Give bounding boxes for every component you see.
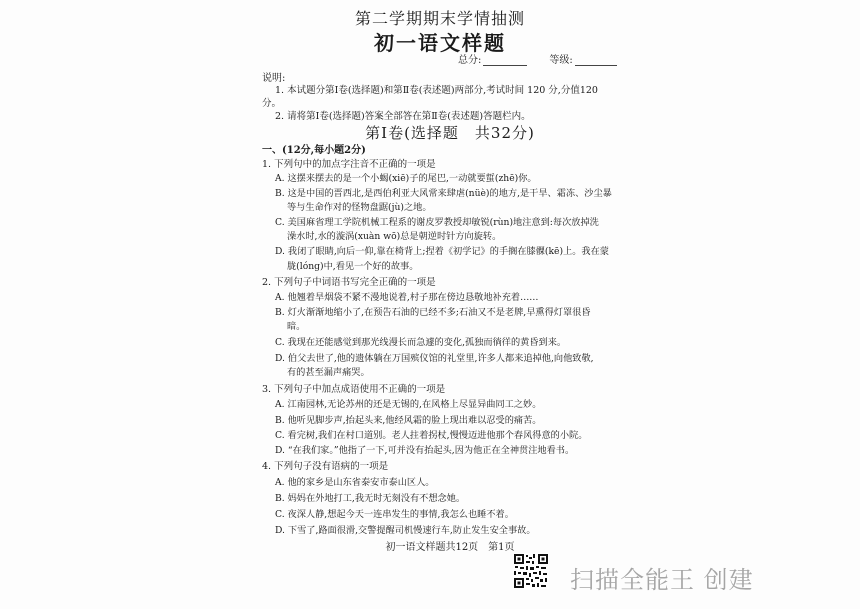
question-stem: 2. 下列句子中词语书写完全正确的一项是 — [262, 277, 436, 288]
qr-code-icon — [513, 553, 549, 589]
question-stem: 4. 下列句子没有语病的一项是 — [262, 461, 389, 472]
question-option: B. 妈妈在外地打工,我无时无刻没有不想念她。 — [275, 493, 466, 504]
grade-blank — [575, 65, 617, 66]
question-option: 暗。 — [287, 321, 306, 332]
scanner-watermark: 扫描全能王 创建 — [570, 566, 754, 594]
question-stem: 1. 下列句中的加点字注音不正确的一项是 — [262, 159, 436, 170]
question-option: B. 这是中国的晋西北,是西伯利亚大风常来肆虐(nüè)的地方,是干旱、霜冻、沙尘暴 — [275, 188, 612, 199]
question-option: A. 江南园林,无论苏州的还是无锡的,在风格上尽显异曲同工之妙。 — [275, 399, 542, 410]
grade-label: 等级: — [549, 55, 573, 66]
instruction-line: 2. 请将第Ⅰ卷(选择题)答案全部答在第Ⅱ卷(表述题)答题栏内。 — [275, 111, 531, 122]
question-option: 澡水时,水的漩涡(xuàn wō)总是朝逆时针方向旋转。 — [287, 231, 502, 242]
question-option: A. 他的家乡是山东省泰安市泰山区人。 — [275, 477, 435, 488]
question-option: B. 灯火渐渐地缩小了,在预告石油的已经不多;石油又不是老牌,早熏得灯罩很昏 — [275, 307, 591, 318]
instructions-title: 说明: — [262, 73, 286, 84]
question-option: D. 伯父去世了,他的遗体躺在万国殡仪馆的礼堂里,许多人都来追掉他,向他致敬, — [275, 353, 594, 364]
exam-subtitle: 第二学期期末学情抽测 — [354, 9, 525, 28]
total-score-label: 总分: — [458, 55, 482, 66]
question-option: 胧(lóng)中,看见一个好的故事。 — [287, 261, 419, 272]
question-option: D. “在我们家。”他指了一下,可并没有抬起头,因为他正在全神贯注地看书。 — [275, 445, 575, 456]
question-option: 等与生命作对的怪物盘踞(jù)之地。 — [287, 202, 432, 213]
question-option: C. 看完树,我们在村口道别。老人拄着拐杖,慢慢迈进他那个春风得意的小院。 — [275, 430, 588, 441]
question-option: D. 我闭了眼睛,向后一仰,靠在椅背上;捏着《初学记》的手搁在膝髁(kē)上。我在蒙 — [275, 246, 609, 257]
question-option: D. 下雪了,路面很滑,交警提醒司机慢速行车,防止发生安全事故。 — [275, 525, 536, 536]
question-option: 有的甚至漏声痛哭。 — [287, 367, 370, 378]
instruction-line: 分。 — [262, 98, 282, 109]
question-option: C. 美国麻省理工学院机械工程系的谢皮罗教授却敏锐(rùn)地注意到:每次放掉洗 — [275, 217, 599, 228]
instruction-line: 1. 本试题分第Ⅰ卷(选择题)和第Ⅱ卷(表述题)两部分,考试时间 120 分,分值120 — [275, 85, 598, 96]
question-option: C. 我现在还能感觉到那光线漫长而急遽的变化,孤独而徜徉的黄昏到来。 — [275, 337, 567, 348]
question-option: A. 这摆来摆去的是一个小蝎(xiē)子的尾巴,一动就要蜇(zhē)你。 — [275, 173, 537, 184]
question-stem: 3. 下列句子中加点成语使用不正确的一项是 — [262, 384, 446, 395]
question-option: C. 夜深人静,想起今天一连串发生的事情,我怎么也睡不着。 — [275, 509, 514, 520]
part-title: 一、(12分,每小题2分) — [262, 145, 366, 156]
exam-title: 初一语文样题 — [374, 31, 506, 55]
total-score-blank — [483, 65, 527, 66]
section-title: 第Ⅰ卷(选择题 共32分) — [365, 124, 535, 142]
question-option: A. 他翘着旱烟袋不紧不漫地说着,村子那在傍边恳敬地补充着…… — [275, 292, 539, 303]
question-option: B. 他听见脚步声,抬起头来,他经风霜的脸上现出难以忍受的痛苦。 — [275, 415, 542, 426]
score-row — [458, 51, 618, 66]
page-footer: 初一语文样题共12页 第1页 — [385, 542, 515, 553]
